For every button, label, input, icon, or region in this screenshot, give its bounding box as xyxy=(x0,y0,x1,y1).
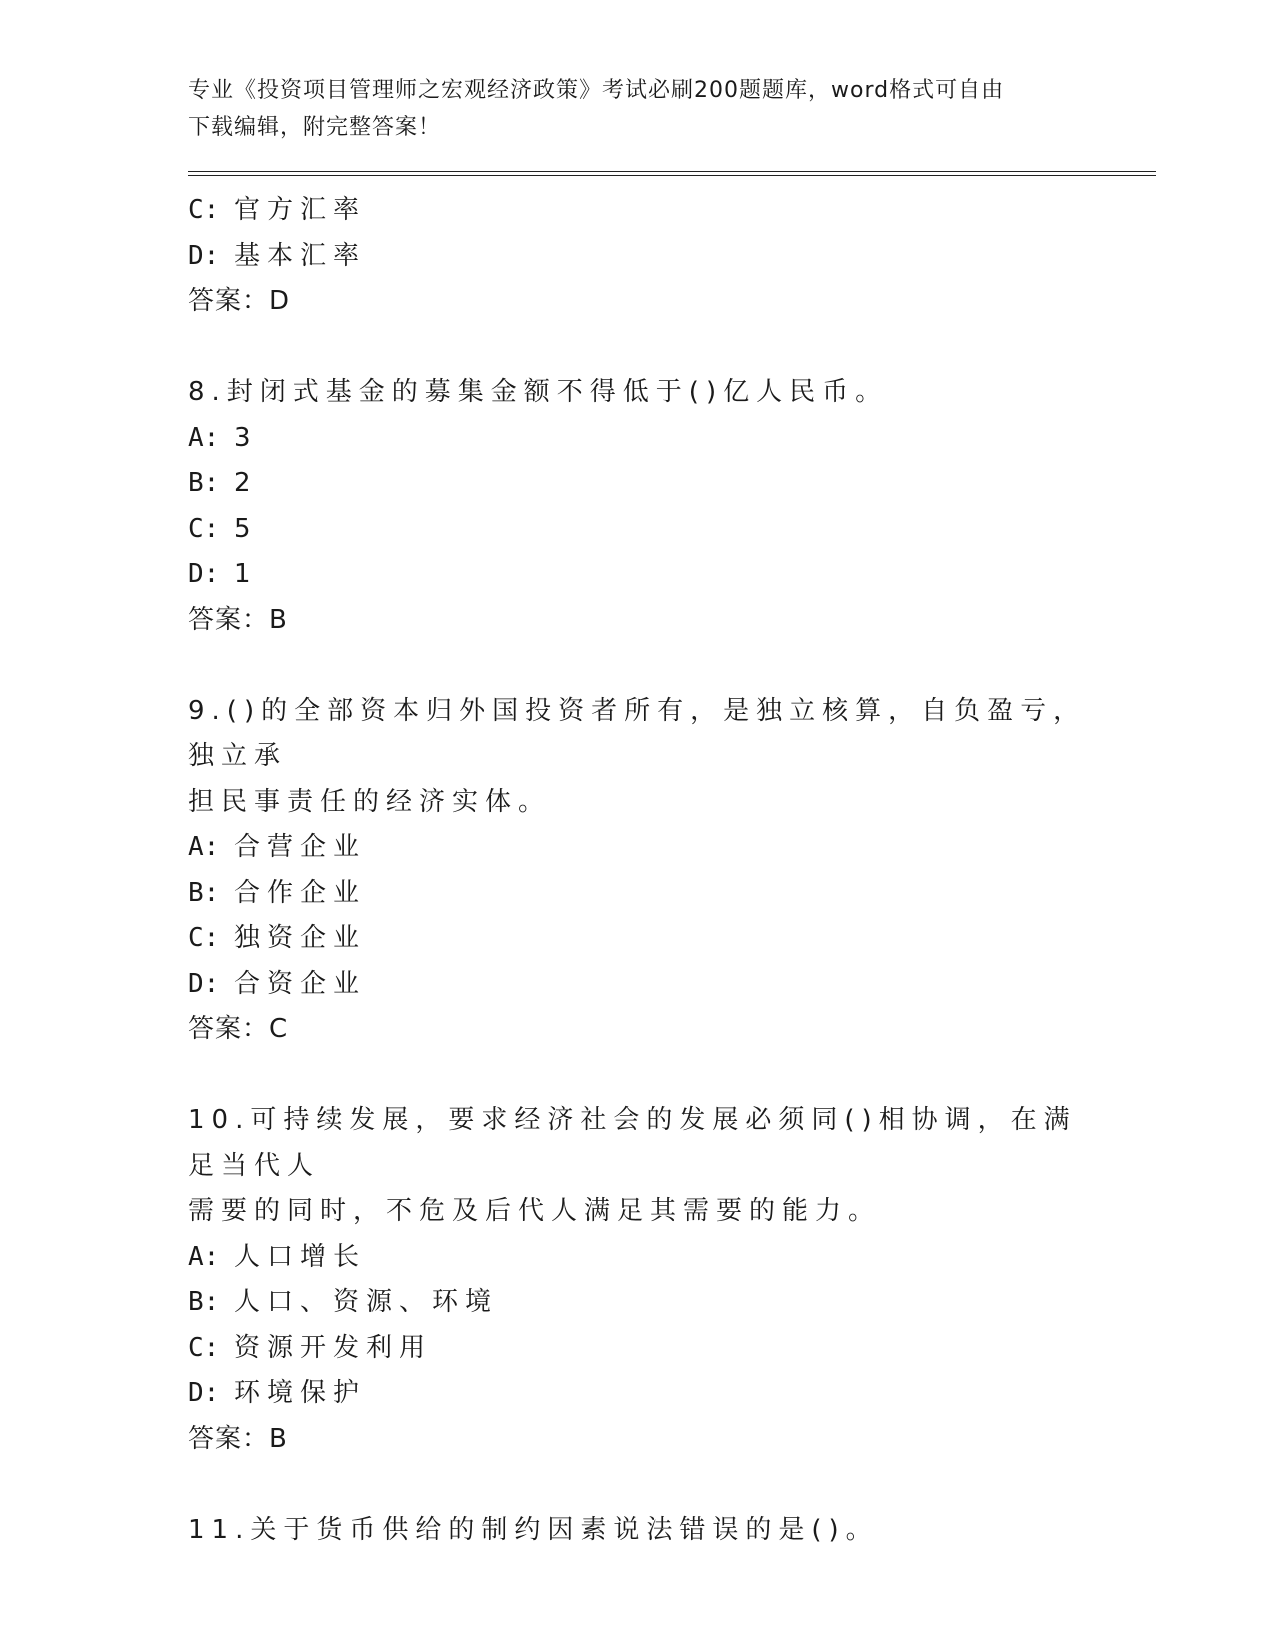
question-8-stem: 8.封闭式基金的募集金额不得低于()亿人民币。 xyxy=(188,377,889,407)
option-d: D: 合资企业 xyxy=(188,968,367,999)
option-d: D: 环境保护 xyxy=(188,1378,367,1408)
answer-line: 答案：D xyxy=(188,286,291,316)
option-c: C: 资源开发利用 xyxy=(188,1332,433,1363)
option-d: D: 1 xyxy=(188,559,258,589)
question-10-stem-line-2: 需要的同时，不危及后代人满足其需要的能力。 xyxy=(188,1196,882,1226)
header-rule-top xyxy=(188,171,1156,172)
option-a: A: 人口增长 xyxy=(188,1241,367,1272)
option-b: B: 2 xyxy=(188,468,258,498)
option-d: D: 基本汇率 xyxy=(188,240,367,271)
option-c: C: 5 xyxy=(188,513,258,544)
intro-line-2: 下载编辑，附完整答案！ xyxy=(188,115,442,140)
option-b: B: 合作企业 xyxy=(188,877,367,908)
answer-line: 答案：B xyxy=(188,604,288,635)
answer-line: 答案：C xyxy=(188,1014,289,1044)
question-9-stem-line-2: 担民事责任的经济实体。 xyxy=(188,786,552,817)
header-rule-bottom xyxy=(188,175,1156,176)
option-c: C: 独资企业 xyxy=(188,923,367,953)
option-a: A: 合营企业 xyxy=(188,832,367,862)
question-list xyxy=(188,188,1088,1553)
question-9-stem-line-1: 9.()的全部资本归外国投资者所有，是独立核算，自负盈亏，独立承 xyxy=(188,695,1087,771)
document-intro xyxy=(188,72,1078,146)
question-11-stem: 11.关于货币供给的制约因素说法错误的是()。 xyxy=(188,1514,879,1545)
option-a: A: 3 xyxy=(188,422,258,453)
question-10-stem xyxy=(188,1098,1088,1235)
answer-line: 答案：B xyxy=(188,1423,288,1454)
option-b: B: 人口、资源、环境 xyxy=(188,1287,499,1317)
option-c: C: 官方汇率 xyxy=(188,195,367,225)
question-9-stem xyxy=(188,689,1088,826)
intro-line-1: 专业《投资项目管理师之宏观经济政策》考试必刷200题题库，word格式可自由 xyxy=(188,78,1005,103)
question-10-stem-line-1: 10.可持续发展，要求经济社会的发展必须同()相协调，在满足当代人 xyxy=(188,1105,1077,1181)
